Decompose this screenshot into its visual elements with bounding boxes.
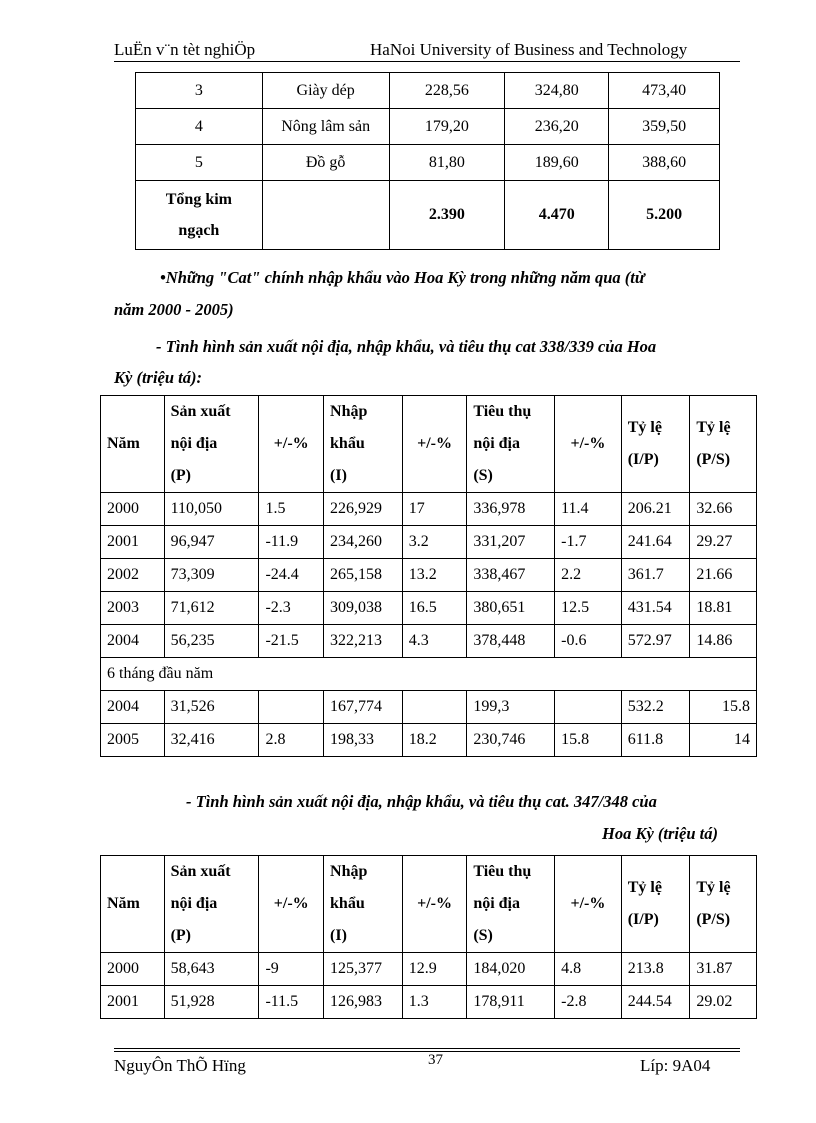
col-header-production-line: (P) <box>170 927 192 944</box>
table-cell: 338,467 <box>467 559 555 592</box>
page-number: 37 <box>428 1052 443 1068</box>
table-cell: 2001 <box>101 986 165 1019</box>
col-header-ratio-ps-line: Tỷ lệ <box>696 879 731 896</box>
col-header-year: Năm <box>101 856 165 953</box>
table-cell: -21.5 <box>259 625 324 658</box>
col-header-ratio-ps-line: Tỷ lệ <box>696 419 731 436</box>
footer-rule <box>114 1051 740 1052</box>
col-header-consumption-line: (S) <box>473 927 493 944</box>
table-cell: 14 <box>690 724 757 757</box>
table-cell: 167,774 <box>324 691 403 724</box>
header-rule <box>114 61 740 62</box>
table-cell: 11.4 <box>555 493 622 526</box>
col-header-production-line: Sản xuất <box>170 863 231 880</box>
col-header-ratio-ip-line: Tỷ lệ <box>627 879 662 896</box>
header-right: HaNoi University of Business and Technology <box>370 40 688 59</box>
table-cell: 2004 <box>101 625 165 658</box>
heading-cat-338-cont: Kỳ (triệu tá): <box>114 368 202 387</box>
table-cell: 431.54 <box>621 592 690 625</box>
table-cell: 331,207 <box>467 526 555 559</box>
table-cell: 51,928 <box>164 986 259 1019</box>
col-header-consumption <box>467 396 555 493</box>
col-header-imports-line: khẩu <box>330 435 365 452</box>
col-header-year: Năm <box>101 396 165 493</box>
table-cell: Nông lâm sản <box>262 109 389 145</box>
col-header-ratio-ip <box>621 856 690 953</box>
col-header-imports-line: Nhập <box>330 863 368 880</box>
heading-cat-338: - Tình hình sản xuất nội địa, nhập khẩu, và tiêu thụ cat 338/339 của Hoa <box>156 337 657 356</box>
table-cell: 473,40 <box>609 73 720 109</box>
total-label-line: Tổng kim <box>165 191 232 208</box>
col-header-imports <box>324 856 403 953</box>
table-cell <box>555 691 622 724</box>
table-cell: 1.3 <box>402 986 467 1019</box>
table-cell: 189,60 <box>505 145 609 181</box>
table-cell: 32.66 <box>690 493 757 526</box>
table-row <box>101 559 757 592</box>
col-header-consumption-line: nội địa <box>473 435 520 452</box>
table-cell: -1.7 <box>555 526 622 559</box>
table-cell: 265,158 <box>324 559 403 592</box>
col-header-production <box>164 396 259 493</box>
table-row <box>101 592 757 625</box>
table-row <box>101 493 757 526</box>
table-row <box>101 953 757 986</box>
col-header-production-line: Sản xuất <box>170 403 231 420</box>
table-cell: 81,80 <box>389 145 505 181</box>
table-cell: 179,20 <box>389 109 505 145</box>
col-header-ratio-ip-line: Tỷ lệ <box>627 419 662 436</box>
table-cell: 3 <box>136 73 263 109</box>
table-cell: 198,33 <box>324 724 403 757</box>
col-header-production-line: nội địa <box>170 895 218 912</box>
col-header-consumption <box>467 856 555 953</box>
total-label-line: ngạch <box>178 222 220 239</box>
cat-338-table <box>100 395 757 757</box>
total-value: 5.200 <box>609 181 720 250</box>
col-header-consumption-line: Tiêu thụ <box>473 403 532 420</box>
heading-cat-imports-cont: năm 2000 - 2005) <box>114 300 234 319</box>
col-header-ratio-ps <box>690 856 757 953</box>
table-cell: 110,050 <box>164 493 259 526</box>
table-cell: 2002 <box>101 559 165 592</box>
table-cell: 58,643 <box>164 953 259 986</box>
table-row <box>136 181 720 250</box>
table-cell <box>402 691 467 724</box>
table-cell: 12.9 <box>402 953 467 986</box>
table-row <box>101 658 757 691</box>
footer-rule <box>114 1048 740 1049</box>
table-cell: 234,260 <box>324 526 403 559</box>
col-header-production <box>164 856 259 953</box>
table-cell: 4 <box>136 109 263 145</box>
table-cell: 29.27 <box>690 526 757 559</box>
table-cell: 336,978 <box>467 493 555 526</box>
table-row <box>136 73 720 109</box>
table-cell: 71,612 <box>164 592 259 625</box>
table-cell: 241.64 <box>621 526 690 559</box>
table-cell: -2.8 <box>555 986 622 1019</box>
table-cell: 4.8 <box>555 953 622 986</box>
half-year-note: 6 tháng đầu năm <box>101 658 757 691</box>
total-value: 4.470 <box>505 181 609 250</box>
col-header-consumption-line: Tiêu thụ <box>473 863 532 880</box>
col-header-pct: +/-% <box>555 396 622 493</box>
table-cell: 184,020 <box>467 953 555 986</box>
table-cell: 226,929 <box>324 493 403 526</box>
col-header-imports <box>324 396 403 493</box>
table-cell: -24.4 <box>259 559 324 592</box>
cat-347-table <box>100 855 757 1019</box>
table-cell: 126,983 <box>324 986 403 1019</box>
col-header-consumption-line: nội địa <box>473 895 520 912</box>
col-header-production-line: (P) <box>170 467 192 484</box>
table-cell: 2001 <box>101 526 165 559</box>
table-cell: 15.8 <box>690 691 757 724</box>
col-header-production-line: nội địa <box>170 435 218 452</box>
table-cell: 380,651 <box>467 592 555 625</box>
table-cell: 309,038 <box>324 592 403 625</box>
table-cell: 178,911 <box>467 986 555 1019</box>
table-cell: 56,235 <box>164 625 259 658</box>
table-cell: 73,309 <box>164 559 259 592</box>
heading-cat-imports: •Những "Cat" chính nhập khẩu vào Hoa Kỳ trong những năm qua (từ <box>160 268 645 287</box>
col-header-imports-line: (I) <box>330 467 347 484</box>
table-cell: 18.2 <box>402 724 467 757</box>
table-row <box>136 109 720 145</box>
col-header-ratio-ip-line: (I/P) <box>627 451 659 468</box>
table-row <box>101 396 757 493</box>
table-cell: 244.54 <box>621 986 690 1019</box>
table-cell: 359,50 <box>609 109 720 145</box>
table-row <box>101 526 757 559</box>
table-cell: -11.9 <box>259 526 324 559</box>
table-row <box>101 691 757 724</box>
table-cell: 230,746 <box>467 724 555 757</box>
table-cell: 206.21 <box>621 493 690 526</box>
table-cell: 532.2 <box>621 691 690 724</box>
table-cell: 2003 <box>101 592 165 625</box>
table-cell: 213.8 <box>621 953 690 986</box>
table-cell: 4.3 <box>402 625 467 658</box>
table-cell: -0.6 <box>555 625 622 658</box>
col-header-imports-line: Nhập <box>330 403 368 420</box>
table-cell: 13.2 <box>402 559 467 592</box>
table-cell: 388,60 <box>609 145 720 181</box>
heading-cat-347-cont: Hoa Kỳ (triệu tá) <box>602 824 718 843</box>
table-cell: 361.7 <box>621 559 690 592</box>
col-header-pct: +/-% <box>259 396 324 493</box>
col-header-pct: +/-% <box>259 856 324 953</box>
table-cell: 15.8 <box>555 724 622 757</box>
col-header-pct: +/-% <box>402 856 467 953</box>
table-cell: -2.3 <box>259 592 324 625</box>
table-cell: 14.86 <box>690 625 757 658</box>
table-cell: -11.5 <box>259 986 324 1019</box>
table-cell: 378,448 <box>467 625 555 658</box>
table-cell: 12.5 <box>555 592 622 625</box>
col-header-ratio-ip-line: (I/P) <box>627 911 659 928</box>
col-header-ratio-ps-line: (P/S) <box>696 451 731 468</box>
table-cell: 611.8 <box>621 724 690 757</box>
table-cell: 125,377 <box>324 953 403 986</box>
table-row <box>101 625 757 658</box>
table-cell: 2000 <box>101 493 165 526</box>
table-cell: 29.02 <box>690 986 757 1019</box>
table-cell: 1.5 <box>259 493 324 526</box>
table-cell: 572.97 <box>621 625 690 658</box>
col-header-ratio-ip <box>621 396 690 493</box>
table-cell: 17 <box>402 493 467 526</box>
table-cell: 228,56 <box>389 73 505 109</box>
table-cell: 2.8 <box>259 724 324 757</box>
col-header-imports-line: khẩu <box>330 895 365 912</box>
table-cell: 2.2 <box>555 559 622 592</box>
empty-cell <box>262 181 389 250</box>
table-cell: 324,80 <box>505 73 609 109</box>
table-cell: -9 <box>259 953 324 986</box>
footer-class: Líp: 9A04 <box>640 1056 711 1075</box>
table-cell: Đồ gỗ <box>262 145 389 181</box>
col-header-pct: +/-% <box>555 856 622 953</box>
table-row <box>101 986 757 1019</box>
header-left: LuËn v¨n tèt nghiÖp <box>114 40 256 59</box>
footer-author: NguyÔn ThÕ Hïng <box>114 1056 246 1075</box>
table-cell: 21.66 <box>690 559 757 592</box>
table-cell: 2004 <box>101 691 165 724</box>
table-cell: 18.81 <box>690 592 757 625</box>
table-cell: 322,213 <box>324 625 403 658</box>
total-label <box>136 181 263 250</box>
table-cell: 96,947 <box>164 526 259 559</box>
table-cell: 32,416 <box>164 724 259 757</box>
table-cell: 199,3 <box>467 691 555 724</box>
table-cell: Giày dép <box>262 73 389 109</box>
table-cell: 31.87 <box>690 953 757 986</box>
export-table <box>135 72 720 250</box>
col-header-ratio-ps-line: (P/S) <box>696 911 731 928</box>
table-row <box>136 145 720 181</box>
table-cell: 16.5 <box>402 592 467 625</box>
table-cell: 2005 <box>101 724 165 757</box>
table-cell: 236,20 <box>505 109 609 145</box>
table-row <box>101 724 757 757</box>
col-header-ratio-ps <box>690 396 757 493</box>
total-value: 2.390 <box>389 181 505 250</box>
table-cell: 5 <box>136 145 263 181</box>
col-header-imports-line: (I) <box>330 927 347 944</box>
table-cell: 31,526 <box>164 691 259 724</box>
col-header-consumption-line: (S) <box>473 467 493 484</box>
table-cell: 3.2 <box>402 526 467 559</box>
heading-cat-347: - Tình hình sản xuất nội địa, nhập khẩu, và tiêu thụ cat. 347/348 của <box>186 792 657 811</box>
col-header-pct: +/-% <box>402 396 467 493</box>
table-row <box>101 856 757 953</box>
table-cell <box>259 691 324 724</box>
table-cell: 2000 <box>101 953 165 986</box>
